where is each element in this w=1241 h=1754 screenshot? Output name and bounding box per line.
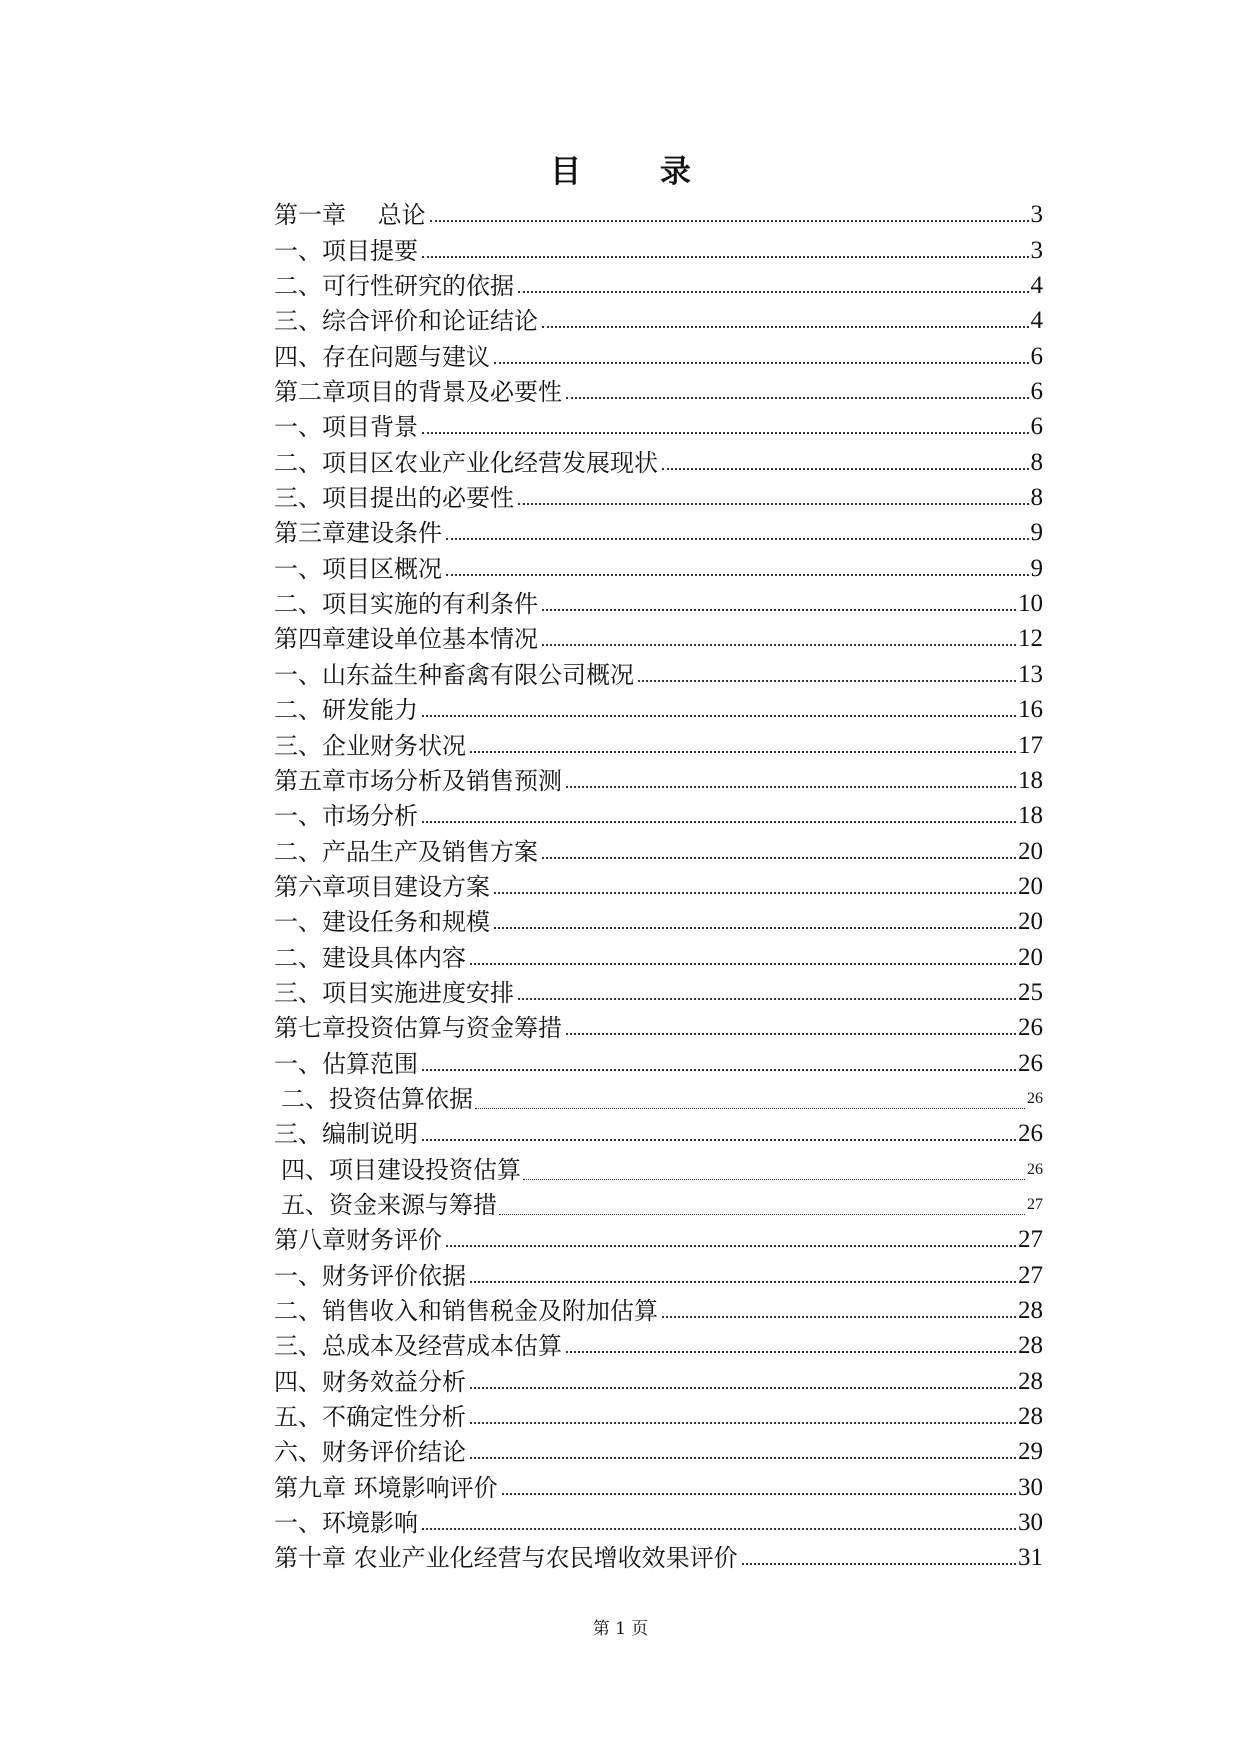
toc-entry[interactable] xyxy=(274,1256,1043,1291)
dot-leader xyxy=(430,220,1029,222)
toc-entry-label: 三、总成本及经营成本估算 xyxy=(274,1332,562,1361)
dot-leader xyxy=(470,963,1016,965)
toc-entry-page-number: 26 xyxy=(1027,1160,1043,1178)
toc-entry[interactable] xyxy=(274,1433,1043,1468)
toc-entry-label: 第十章 农业产业化经营与农民增收效果评价 xyxy=(274,1544,738,1573)
dot-leader xyxy=(494,927,1016,929)
toc-entry-label: 二、销售收入和销售税金及附加估算 xyxy=(274,1297,658,1325)
toc-entry-page-number: 20 xyxy=(1018,943,1043,971)
toc-entry[interactable] xyxy=(274,408,1043,443)
toc-entry-label: 一、环境影响 xyxy=(274,1509,418,1538)
toc-entry-page-number: 9 xyxy=(1030,554,1043,582)
toc-entry-page-number: 20 xyxy=(1018,837,1043,865)
dot-leader xyxy=(422,432,1029,434)
toc-entry[interactable] xyxy=(274,1539,1043,1574)
toc-entry-page-number: 28 xyxy=(1018,1297,1043,1324)
toc-entry[interactable] xyxy=(274,337,1043,372)
toc-entry[interactable] xyxy=(274,1468,1043,1503)
toc-entry-label: 第八章财务评价 xyxy=(274,1226,442,1255)
toc-entry[interactable] xyxy=(274,196,1043,231)
toc-entry-label: 第六章项目建设方案 xyxy=(274,872,490,901)
toc-entry-page-number: 27 xyxy=(1018,1261,1043,1289)
toc-entry[interactable] xyxy=(274,514,1043,549)
toc-entry-label: 一、项目区概况 xyxy=(274,554,442,583)
dot-leader xyxy=(742,1563,1016,1565)
dot-leader xyxy=(422,821,1016,823)
dot-leader xyxy=(475,1108,1025,1109)
toc-entry-page-number: 6 xyxy=(1030,378,1043,406)
toc-entry[interactable] xyxy=(274,1150,1043,1185)
toc-entry-page-number: 8 xyxy=(1030,448,1043,476)
toc-entry-label: 第九章 环境影响评价 xyxy=(274,1473,498,1502)
toc-entry-label: 一、建设任务和规模 xyxy=(274,908,490,937)
toc-entry[interactable] xyxy=(274,267,1043,302)
toc-entry[interactable] xyxy=(274,373,1043,408)
dot-leader xyxy=(470,1422,1016,1424)
toc-entry-page-number: 6 xyxy=(1030,413,1043,441)
dot-leader xyxy=(494,892,1016,894)
toc-entry-label: 一、财务评价依据 xyxy=(274,1261,466,1290)
dot-leader xyxy=(566,786,1016,788)
dot-leader xyxy=(499,1214,1025,1215)
toc-entry-page-number: 28 xyxy=(1018,1367,1043,1395)
toc-entry-page-number: 26 xyxy=(1018,1120,1043,1148)
dot-leader xyxy=(662,468,1029,470)
table-of-contents xyxy=(274,196,1043,1574)
toc-entry-label: 五、不确定性分析 xyxy=(274,1403,466,1432)
toc-entry[interactable] xyxy=(274,620,1043,655)
toc-title: 目 录 xyxy=(550,154,725,190)
toc-entry[interactable] xyxy=(274,726,1043,761)
toc-entry[interactable] xyxy=(274,1221,1043,1256)
toc-entry-label: 三、编制说明 xyxy=(274,1120,418,1149)
toc-entry[interactable] xyxy=(274,443,1043,478)
dot-leader xyxy=(523,1179,1025,1180)
toc-entry-label: 一、山东益生种畜禽有限公司概况 xyxy=(274,660,634,689)
dot-leader xyxy=(422,1139,1016,1141)
toc-entry-page-number: 12 xyxy=(1018,625,1043,653)
toc-entry-page-number: 4 xyxy=(1030,307,1043,335)
toc-entry[interactable] xyxy=(274,1292,1043,1327)
toc-entry-page-number: 18 xyxy=(1018,802,1043,830)
dot-leader xyxy=(518,503,1029,505)
dot-leader xyxy=(470,1457,1016,1459)
dot-leader xyxy=(662,1316,1016,1318)
toc-entry-label: 二、产品生产及销售方案 xyxy=(274,837,538,866)
toc-entry[interactable] xyxy=(274,903,1043,938)
toc-entry-page-number: 4 xyxy=(1030,272,1043,300)
toc-entry-label: 一、项目提要 xyxy=(274,236,418,265)
toc-entry[interactable] xyxy=(274,479,1043,514)
toc-entry[interactable] xyxy=(274,974,1043,1009)
toc-entry[interactable] xyxy=(274,1186,1043,1221)
toc-entry[interactable] xyxy=(274,762,1043,797)
toc-entry-page-number: 16 xyxy=(1018,696,1043,724)
toc-entry-label: 三、综合评价和论证结论 xyxy=(274,307,538,336)
toc-entry-page-number: 20 xyxy=(1018,872,1043,900)
toc-entry-page-number: 28 xyxy=(1018,1403,1043,1431)
toc-entry-label: 二、可行性研究的依据 xyxy=(274,272,514,301)
toc-entry-page-number: 25 xyxy=(1018,978,1043,1006)
dot-leader xyxy=(638,680,1016,682)
toc-entry-label: 三、项目实施进度安排 xyxy=(274,978,514,1007)
toc-entry-page-number: 9 xyxy=(1030,519,1043,547)
toc-entry-page-number: 26 xyxy=(1018,1014,1043,1042)
toc-entry-label: 第二章项目的背景及必要性 xyxy=(274,378,562,407)
toc-entry-label: 第三章建设条件 xyxy=(274,519,442,548)
toc-entry[interactable] xyxy=(274,1080,1043,1115)
toc-entry-label: 一、市场分析 xyxy=(274,802,418,831)
toc-entry-label: 四、财务效益分析 xyxy=(274,1367,466,1396)
toc-entry-label: 三、企业财务状况 xyxy=(274,731,466,760)
toc-entry-page-number: 30 xyxy=(1018,1473,1043,1501)
dot-leader xyxy=(542,609,1016,611)
toc-entry[interactable] xyxy=(274,938,1043,973)
dot-leader xyxy=(518,291,1029,293)
toc-entry-page-number: 20 xyxy=(1018,908,1043,936)
toc-entry-page-number: 13 xyxy=(1018,660,1043,688)
toc-entry-page-number: 8 xyxy=(1030,484,1043,512)
toc-entry[interactable] xyxy=(274,1044,1043,1079)
toc-entry-page-number: 18 xyxy=(1018,766,1043,794)
toc-entry[interactable] xyxy=(274,1504,1043,1539)
toc-entry-page-number: 27 xyxy=(1027,1195,1043,1213)
dot-leader xyxy=(446,538,1029,540)
dot-leader xyxy=(422,715,1016,717)
toc-entry-page-number: 26 xyxy=(1018,1049,1043,1077)
toc-entry-page-number: 31 xyxy=(1018,1544,1043,1572)
dot-leader xyxy=(494,362,1029,364)
toc-entry[interactable] xyxy=(274,549,1043,584)
dot-leader xyxy=(470,1281,1016,1283)
toc-entry-page-number: 17 xyxy=(1018,731,1043,759)
toc-entry-page-number: 29 xyxy=(1018,1438,1043,1466)
toc-entry-label: 二、项目区农业产业化经营发展现状 xyxy=(274,448,658,477)
dot-leader xyxy=(566,397,1029,399)
dot-leader xyxy=(518,998,1016,1000)
dot-leader xyxy=(422,256,1029,258)
dot-leader xyxy=(542,326,1029,328)
dot-leader xyxy=(422,1528,1016,1530)
toc-entry-label: 六、财务评价结论 xyxy=(274,1438,466,1467)
page-footer: 第 1 页 xyxy=(592,1619,649,1639)
dot-leader xyxy=(502,1493,1016,1495)
toc-entry-label: 第一章 总论 xyxy=(274,201,426,230)
toc-entry-label: 五、资金来源与筹措 xyxy=(281,1190,497,1219)
toc-entry-page-number: 6 xyxy=(1030,342,1043,370)
dot-leader xyxy=(542,644,1016,646)
toc-entry-page-number: 10 xyxy=(1018,590,1043,618)
toc-entry[interactable] xyxy=(274,1115,1043,1150)
toc-entry[interactable] xyxy=(274,585,1043,620)
toc-entry[interactable] xyxy=(274,797,1043,832)
toc-entry[interactable] xyxy=(274,1398,1043,1433)
toc-entry[interactable] xyxy=(274,655,1043,690)
dot-leader xyxy=(446,1245,1016,1247)
toc-entry[interactable] xyxy=(274,231,1043,266)
toc-entry-page-number: 27 xyxy=(1018,1226,1043,1254)
toc-entry-page-number: 30 xyxy=(1018,1509,1043,1537)
dot-leader xyxy=(470,1387,1016,1389)
dot-leader xyxy=(422,1069,1016,1071)
toc-entry-page-number: 28 xyxy=(1018,1332,1043,1360)
toc-entry-label: 第五章市场分析及销售预测 xyxy=(274,766,562,795)
toc-entry-label: 三、项目提出的必要性 xyxy=(274,484,514,513)
toc-entry[interactable] xyxy=(274,832,1043,867)
toc-entry[interactable] xyxy=(274,302,1043,337)
toc-entry-label: 一、项目背景 xyxy=(274,413,418,442)
dot-leader xyxy=(446,574,1029,576)
toc-entry-label: 第七章投资估算与资金筹措 xyxy=(274,1014,562,1043)
toc-entry-label: 二、研发能力 xyxy=(274,696,418,725)
toc-entry-label: 一、估算范围 xyxy=(274,1049,418,1078)
toc-entry[interactable] xyxy=(274,868,1043,903)
toc-entry[interactable] xyxy=(274,1362,1043,1397)
dot-leader xyxy=(566,1033,1016,1035)
toc-entry-label: 四、存在问题与建议 xyxy=(274,342,490,371)
toc-entry[interactable] xyxy=(274,1009,1043,1044)
toc-entry-label: 第四章建设单位基本情况 xyxy=(274,625,538,654)
toc-entry-label: 二、投资估算依据 xyxy=(281,1084,473,1113)
toc-entry-label: 二、建设具体内容 xyxy=(274,943,466,972)
toc-entry[interactable] xyxy=(274,691,1043,726)
toc-entry-label: 二、项目实施的有利条件 xyxy=(274,590,538,619)
dot-leader xyxy=(470,751,1016,753)
toc-entry-page-number: 26 xyxy=(1027,1089,1043,1107)
toc-entry-label: 四、项目建设投资估算 xyxy=(281,1155,521,1184)
dot-leader xyxy=(566,1351,1016,1353)
dot-leader xyxy=(542,857,1016,859)
toc-entry-page-number: 3 xyxy=(1030,201,1043,229)
toc-entry[interactable] xyxy=(274,1327,1043,1362)
toc-entry-page-number: 3 xyxy=(1030,236,1043,264)
